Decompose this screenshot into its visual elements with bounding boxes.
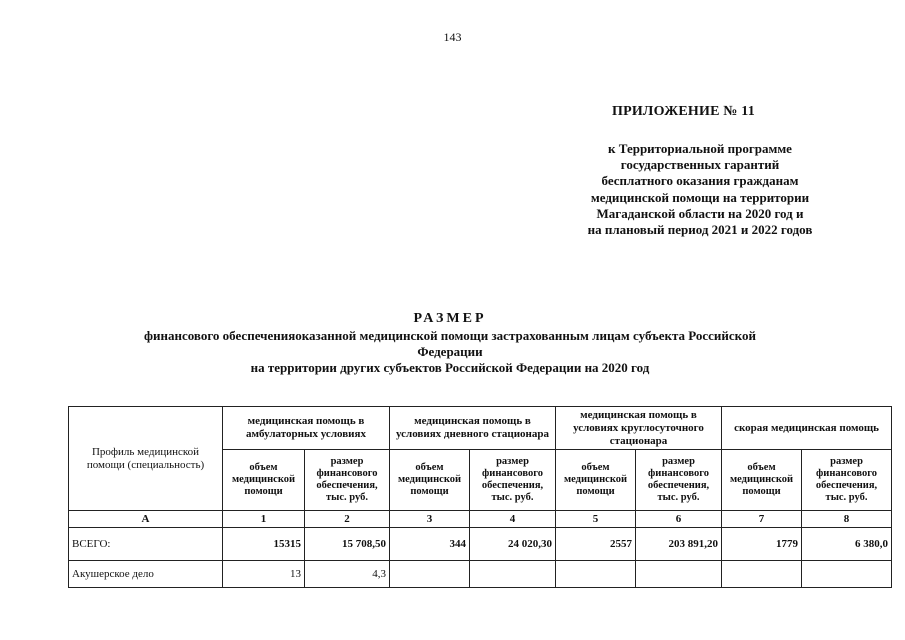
index-cell: 5 xyxy=(556,511,636,528)
table-cell: 203 891,20 xyxy=(636,528,722,561)
table-cell: 6 380,0 xyxy=(802,528,892,561)
appendix-subtitle-line: государственных гарантий xyxy=(620,157,780,173)
appendix-subtitle-line: бесплатного оказания гражданам xyxy=(601,173,799,189)
table-cell: 24 020,30 xyxy=(470,528,556,561)
table-cell xyxy=(470,561,556,588)
subheader-finance: размер финансового обеспечения, тыс. руб. xyxy=(802,450,892,511)
index-cell: 2 xyxy=(305,511,390,528)
group-header-emergency: скорая медицинская помощь xyxy=(722,407,892,450)
table-cell: 15 708,50 xyxy=(305,528,390,561)
heading-line: на территории других субъектов Российской Федерации на 2020 год xyxy=(250,360,650,375)
heading-line: Федерации xyxy=(417,344,483,359)
document-heading xyxy=(60,310,840,376)
financing-table xyxy=(68,406,892,588)
table-cell: 13 xyxy=(223,561,305,588)
index-cell: 1 xyxy=(223,511,305,528)
appendix-subtitle-line: медицинской помощи на территории xyxy=(590,189,810,205)
index-cell: 3 xyxy=(390,511,470,528)
table-row xyxy=(69,561,892,588)
group-header-ambulatory: медицинская помощь в амбулаторных условиях xyxy=(223,407,390,450)
appendix-subtitle-line: на плановый период 2021 и 2022 годов xyxy=(587,222,813,238)
group-header-day-hospital: медицинская помощь в условиях дневного стационара xyxy=(390,407,556,450)
profile-header: Профиль медицинской помощи (специальность) xyxy=(69,407,223,511)
page-number: 143 xyxy=(443,30,462,44)
subheader-finance: размер финансового обеспечения, тыс. руб. xyxy=(636,450,722,511)
index-cell: 4 xyxy=(470,511,556,528)
appendix-subtitle xyxy=(540,141,860,238)
table-cell: 2557 xyxy=(556,528,636,561)
table-cell: 1779 xyxy=(722,528,802,561)
row-label: Акушерское дело xyxy=(69,561,223,588)
heading-line: финансового обеспеченияоказанной медицинской помощи застрахованным лицам субъекта Российской xyxy=(144,328,756,343)
table-cell xyxy=(390,561,470,588)
index-cell: А xyxy=(69,511,223,528)
table-cell: 15315 xyxy=(223,528,305,561)
row-label: ВСЕГО: xyxy=(69,528,223,561)
table-header-row xyxy=(69,407,892,450)
subheader-volume: объем медицинской помощи xyxy=(223,450,305,511)
index-cell: 8 xyxy=(802,511,892,528)
index-cell: 6 xyxy=(636,511,722,528)
subheader-finance: размер финансового обеспечения, тыс. руб. xyxy=(305,450,390,511)
appendix-subtitle-line: Магаданской области на 2020 год и xyxy=(596,205,804,221)
group-header-round-clock-hospital: медицинская помощь в условиях круглосуточного стационара xyxy=(556,407,722,450)
table-cell xyxy=(722,561,802,588)
table-cell: 4,3 xyxy=(305,561,390,588)
heading-main: РАЗМЕР xyxy=(413,311,487,326)
appendix-title: ПРИЛОЖЕНИЕ № 11 xyxy=(612,104,755,119)
appendix-subtitle-line: к Территориальной программе xyxy=(608,141,792,156)
table-cell xyxy=(636,561,722,588)
subheader-finance: размер финансового обеспечения, тыс. руб. xyxy=(470,450,556,511)
table-cell: 344 xyxy=(390,528,470,561)
subheader-volume: объем медицинской помощи xyxy=(390,450,470,511)
table-row-total xyxy=(69,528,892,561)
subheader-volume: объем медицинской помощи xyxy=(556,450,636,511)
table-index-row xyxy=(69,511,892,528)
index-cell: 7 xyxy=(722,511,802,528)
table-cell xyxy=(556,561,636,588)
table-cell xyxy=(802,561,892,588)
subheader-volume: объем медицинской помощи xyxy=(722,450,802,511)
